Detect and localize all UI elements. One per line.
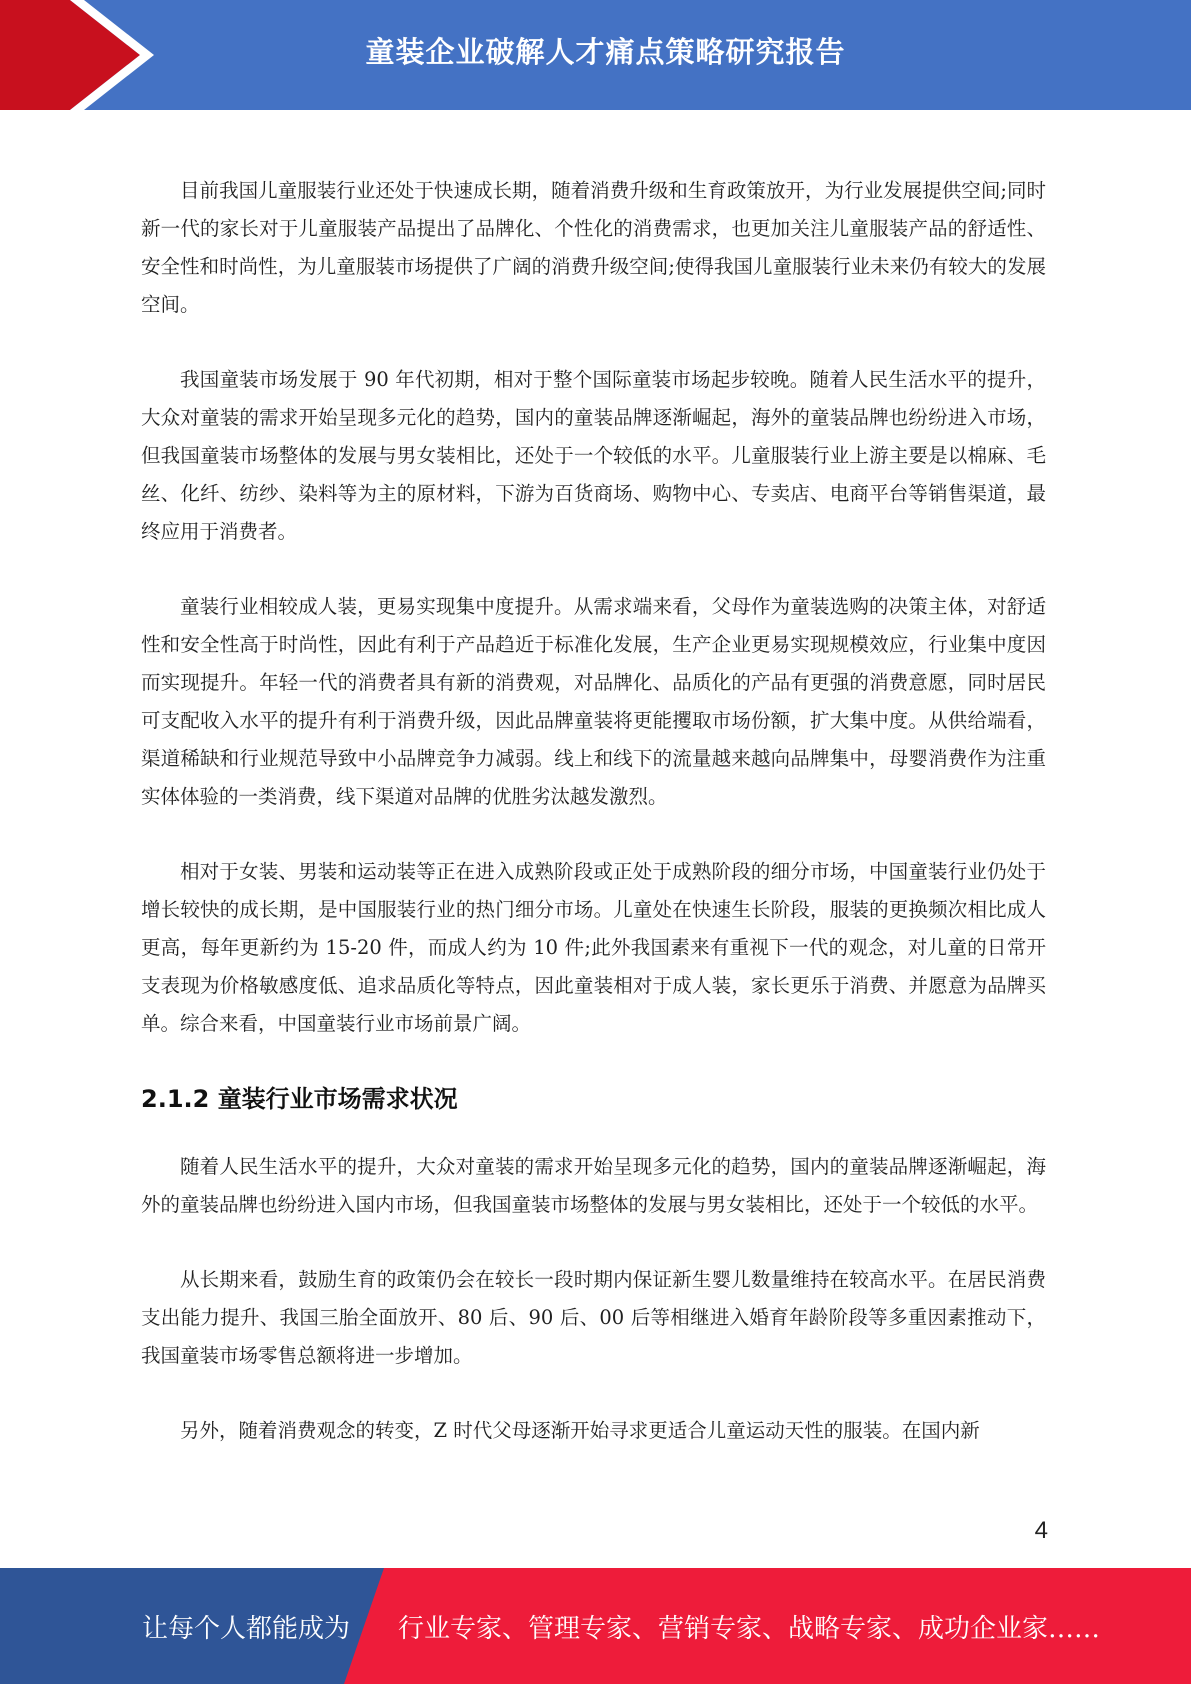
page-body <box>141 172 1046 1487</box>
body-paragraph: 从长期来看，鼓励生育的政策仍会在较长一段时期内保证新生婴儿数量维持在较高水平。在居民消费支出能力提升、我国三胎全面放开、80 后、90 后、00 后等相继进入婚育年龄阶段等多重因素推动下，我国童装市场零售总额将进一步增加。 <box>141 1268 1046 1367</box>
page-header <box>0 0 1191 110</box>
page-footer <box>0 1568 1191 1684</box>
section-heading: 2.1.2 童装行业市场需求状况 <box>141 1085 458 1113</box>
body-paragraph: 童装行业相较成人装，更易实现集中度提升。从需求端来看，父母作为童装选购的决策主体，对舒适性和安全性高于时尚性，因此有利于产品趋近于标准化发展，生产企业更易实现规模效应，行业集中度因而实现提升。年轻一代的消费者具有新的消费观，对品牌化、品质化的产品有更强的消费意愿，同时居民可支配收入水平的提升有利于消费升级，因此品牌童装将更能攫取市场份额，扩大集中度。从供给端看，渠道稀缺和行业规范导致中小品牌竞争力减弱。线上和线下的流量越来越向品牌集中，母婴消费作为注重实体体验的一类消费，线下渠道对品牌的优胜劣汰越发激烈。 <box>141 595 1046 808</box>
body-paragraph: 相对于女装、男装和运动装等正在进入成熟阶段或正处于成熟阶段的细分市场，中国童装行业仍处于增长较快的成长期，是中国服装行业的热门细分市场。儿童处在快速生长阶段，服装的更换频次相比成人更高，每年更新约为 15-20 件，而成人约为 10 件;此外我国素来有重视下一代的观念，对儿童的日常开支表现为价格敏感度低、追求品质化等特点，因此童装相对于成人装，家长更乐于消费、并愿意为品牌买单。综合来看，中国童装行业市场前景广阔。 <box>141 860 1046 1035</box>
body-paragraph: 我国童装市场发展于 90 年代初期，相对于整个国际童装市场起步较晚。随着人民生活水平的提升，大众对童装的需求开始呈现多元化的趋势，国内的童装品牌逐渐崛起，海外的童装品牌也纷纷进入市场，但我国童装市场整体的发展与男女装相比，还处于一个较低的水平。儿童服装行业上游主要是以棉麻、毛丝、化纤、纺纱、染料等为主的原材料，下游为百货商场、购物中心、专卖店、电商平台等销售渠道，最终应用于消费者。 <box>141 368 1046 543</box>
footer-slogan-right: 行业专家、管理专家、营销专家、战略专家、成功企业家…… <box>398 1613 1101 1644</box>
body-paragraph: 随着人民生活水平的提升，大众对童装的需求开始呈现多元化的趋势，国内的童装品牌逐渐崛起，海外的童装品牌也纷纷进入国内市场，但我国童装市场整体的发展与男女装相比，还处于一个较低的水平。 <box>141 1155 1046 1216</box>
body-paragraph: 目前我国儿童服装行业还处于快速成长期，随着消费升级和生育政策放开，为行业发展提供空间;同时新一代的家长对于儿童服装产品提出了品牌化、个性化的消费需求，也更加关注儿童服装产品的舒适性、安全性和时尚性，为儿童服装市场提供了广阔的消费升级空间;使得我国儿童服装行业未来仍有较大的发展空间。 <box>141 179 1046 316</box>
body-paragraph: 另外，随着消费观念的转变，Z 时代父母逐渐开始寻求更适合儿童运动天性的服装。在国内新 <box>180 1419 980 1442</box>
report-title: 童装企业破解人才痛点策略研究报告 <box>365 34 846 69</box>
page-number: 4 <box>1034 1517 1048 1544</box>
footer-slogan-left: 让每个人都能成为 <box>142 1613 351 1644</box>
